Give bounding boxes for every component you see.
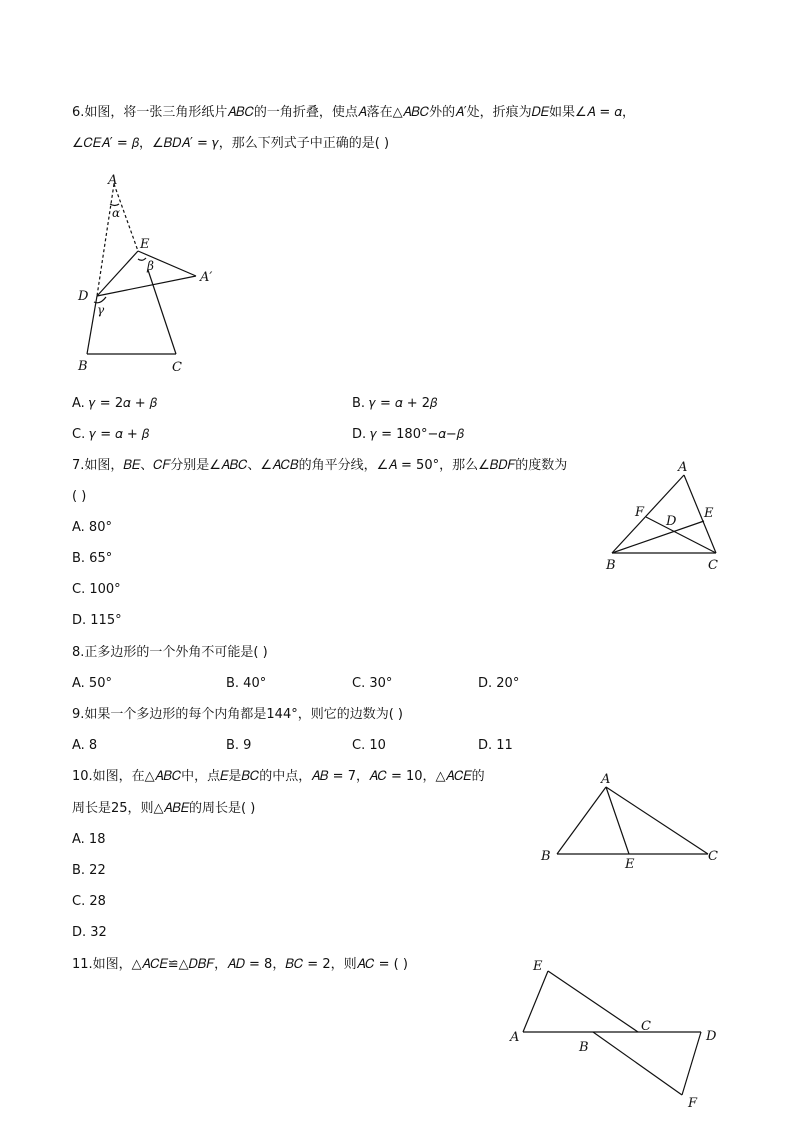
q7-line-BE: [612, 521, 704, 553]
q7-figure: [600, 455, 730, 580]
q6-label-E: E: [140, 237, 150, 252]
q10-label-C: C: [708, 849, 718, 864]
q6-option-b[interactable]: B. 𝛾 = 𝛼 + 2𝛽: [352, 396, 438, 411]
q11-label-D: D: [706, 1029, 717, 1044]
q7-line-CF: [646, 517, 716, 553]
q10-line-AB: [557, 787, 606, 854]
q8-option-c[interactable]: C. 30°: [352, 676, 393, 691]
q10-stem-line1: 10.如图，在△𝐴𝐵𝐶中，点𝐸是𝐵𝐶的中点，𝐴𝐵 = 7，𝐴𝐶 = 10，△𝐴𝐶𝐸的: [72, 769, 485, 784]
q6-label-alpha: α: [112, 206, 121, 220]
q10-label-B: B: [541, 849, 551, 864]
q6-stem-line2: ∠𝐶𝐸𝐴′ = 𝛽，∠𝐵𝐷𝐴′ = 𝛾，那么下列式子中正确的是( ): [72, 136, 390, 151]
q6-label-beta: β: [147, 259, 154, 273]
q8-option-a[interactable]: A. 50°: [72, 676, 112, 691]
q11-line-DF: [682, 1032, 701, 1095]
q7-label-E: E: [704, 506, 714, 521]
q6-label-A: A: [108, 173, 118, 188]
q6-label-B: B: [78, 359, 88, 374]
q11-label-B: B: [579, 1040, 589, 1055]
q7-label-C: C: [708, 558, 718, 573]
q10-line-AC: [606, 787, 708, 854]
q10-line-AE: [606, 787, 629, 854]
q7-stem-line1: 7.如图，𝐵𝐸、𝐶𝐹分别是∠𝐴𝐵𝐶、∠𝐴𝐶𝐵的角平分线，∠𝐴 = 50°，那么∠𝐵𝐷𝐹的度数为: [72, 458, 568, 473]
q6-option-c[interactable]: C. 𝛾 = 𝛼 + 𝛽: [72, 427, 149, 442]
q11-line-EA: [523, 971, 548, 1032]
q7-option-b[interactable]: B. 65°: [72, 551, 113, 566]
q11-label-E: E: [533, 959, 543, 974]
q6-line-AD-dashed: [97, 184, 114, 296]
q6-option-d[interactable]: D. 𝛾 = 180°−𝛼−𝛽: [352, 427, 464, 442]
q6-label-D: D: [78, 289, 89, 304]
q6-figure: [70, 168, 230, 378]
q11-figure: [505, 955, 735, 1115]
q6-label-A-prime: A′: [200, 270, 213, 285]
q7-label-D: D: [666, 514, 677, 529]
q7-label-B: B: [606, 558, 616, 573]
q11-line-BF: [593, 1032, 682, 1095]
q11-line-EC: [548, 971, 638, 1032]
q6-option-a[interactable]: A. 𝛾 = 2𝛼 + 𝛽: [72, 396, 157, 411]
q7-option-a[interactable]: A. 80°: [72, 520, 112, 535]
q6-label-C: C: [172, 360, 182, 375]
q11-label-A: A: [510, 1030, 520, 1045]
q9-option-d[interactable]: D. 11: [478, 738, 513, 753]
q10-stem-line2: 周长是25，则△𝐴𝐵𝐸的周长是( ): [72, 801, 256, 816]
q7-label-A: A: [678, 460, 688, 475]
q9-option-a[interactable]: A. 8: [72, 738, 98, 753]
q7-option-c[interactable]: C. 100°: [72, 582, 121, 597]
q7-label-F: F: [635, 505, 645, 520]
q6-arc-beta: [138, 258, 146, 260]
q9-option-c[interactable]: C. 10: [352, 738, 386, 753]
q8-option-b[interactable]: B. 40°: [226, 676, 267, 691]
q10-option-a[interactable]: A. 18: [72, 832, 106, 847]
q6-stem-line1: 6.如图，将一张三角形纸片𝐴𝐵𝐶的一角折叠，使点𝐴落在△𝐴𝐵𝐶外的𝐴′处，折痕为𝐷𝐸如果∠𝐴 = 𝛼，: [72, 105, 635, 120]
q10-option-d[interactable]: D. 32: [72, 925, 107, 940]
q10-label-A: A: [601, 772, 611, 787]
q9-stem: 9.如果一个多边形的每个内角都是144°，则它的边数为( ): [72, 707, 403, 722]
q6-label-gamma: γ: [97, 303, 105, 317]
q8-option-d[interactable]: D. 20°: [478, 676, 520, 691]
q11-label-F: F: [688, 1096, 698, 1111]
q8-stem: 8.正多边形的一个外角不可能是( ): [72, 645, 268, 660]
q11-stem: 11.如图，△𝐴𝐶𝐸≌△𝐷𝐵𝐹，𝐴𝐷 = 8，𝐵𝐶 = 2，则𝐴𝐶 = ( ): [72, 957, 408, 972]
q10-figure: [535, 765, 735, 875]
q9-option-b[interactable]: B. 9: [226, 738, 252, 753]
q10-option-b[interactable]: B. 22: [72, 863, 106, 878]
q7-stem-line2: ( ): [72, 489, 87, 504]
q10-label-E: E: [625, 857, 635, 872]
q10-option-c[interactable]: C. 28: [72, 894, 106, 909]
q7-option-d[interactable]: D. 115°: [72, 613, 122, 628]
q6-line-DB: [87, 296, 97, 354]
q11-label-C: C: [641, 1019, 651, 1034]
